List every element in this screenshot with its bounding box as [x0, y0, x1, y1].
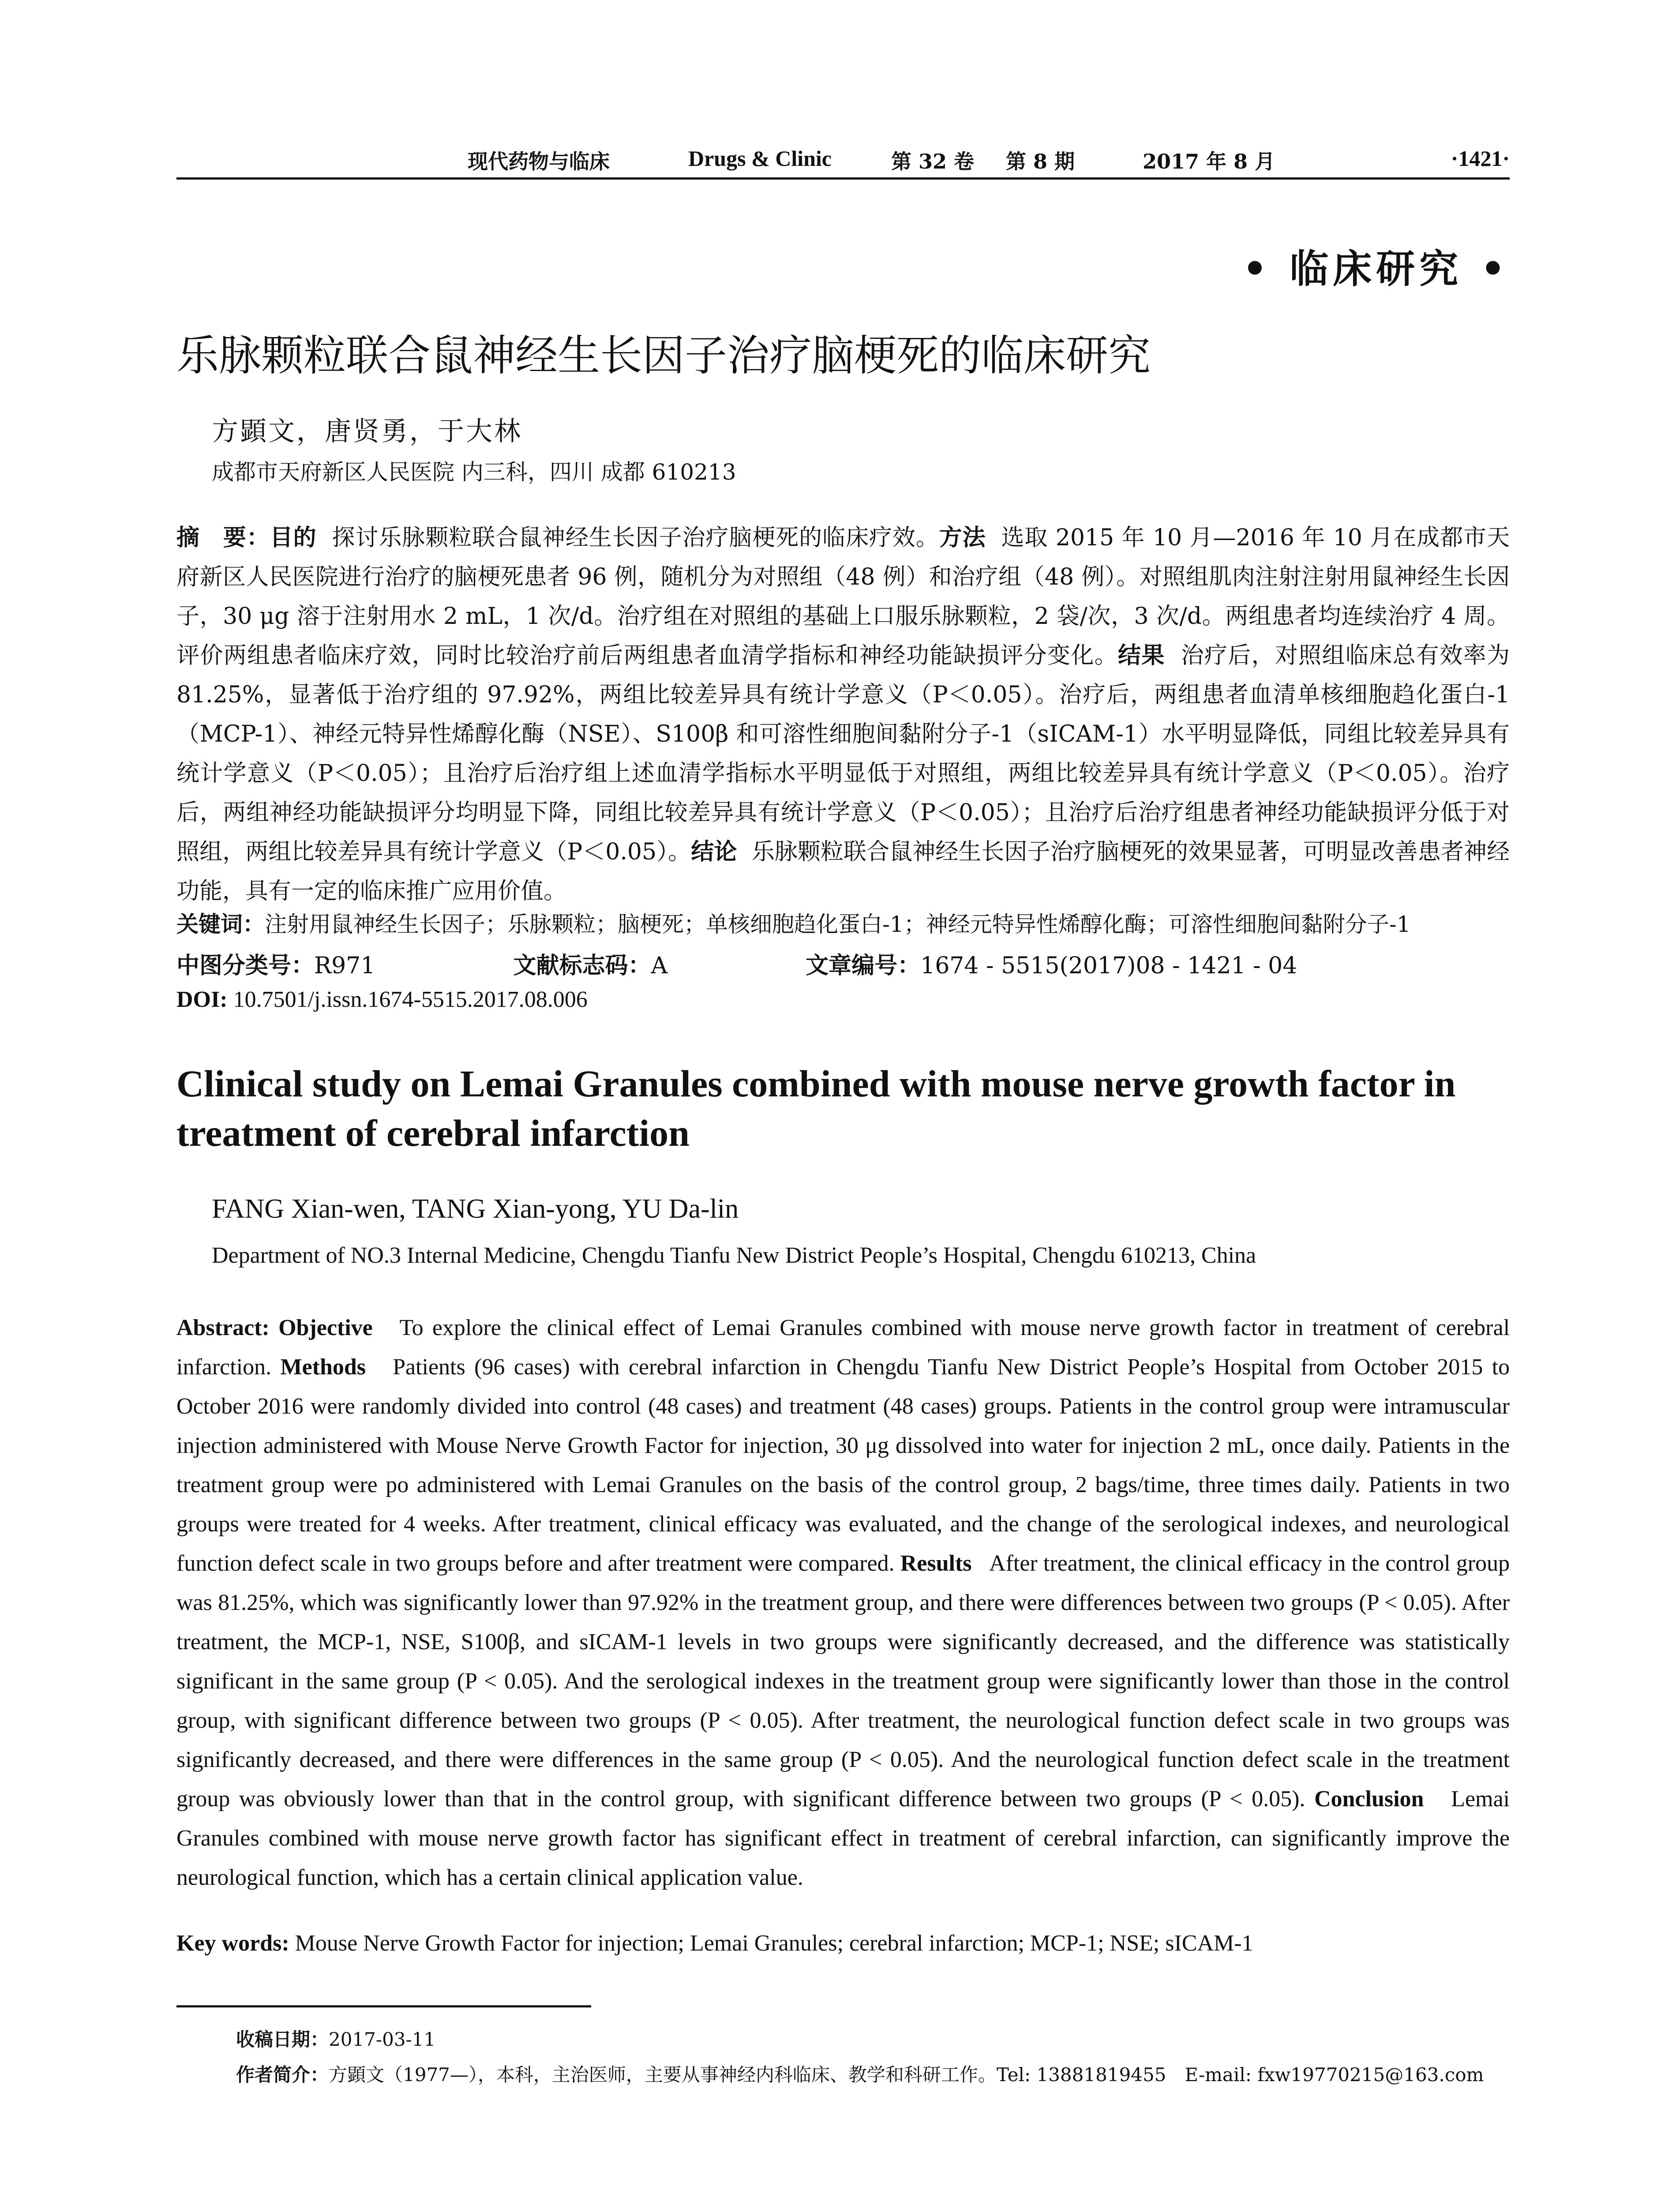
doi-label: DOI: — [176, 987, 228, 1012]
author-bio-label: 作者简介： — [236, 2064, 329, 2086]
affiliation-en: Department of NO.3 Internal Medicine, Chengdu Tianfu New District People’s Hospital, Chengdu 610213, China — [212, 1243, 1256, 1268]
column-label: • 临床研究 • — [1242, 246, 1510, 292]
objective-en: To explore the clinical effect of Lemai Granules combined with mouse nerve growth factor in treatment of cerebral infarction. — [176, 1315, 1510, 1380]
page-number: ·1421· — [1451, 146, 1510, 171]
authors-cn: 方顕文，唐贤勇，于大林 — [212, 416, 522, 447]
journal-name-cn: 现代药物与临床 — [468, 150, 610, 173]
issue: 第 8 期 — [1006, 150, 1075, 173]
running-head — [176, 142, 1510, 179]
conclusion-en: Lemai Granules combined with mouse nerve growth factor has significant effect in treatment of cerebral infarction, can significantly improve the neurological function, which has a certain clinical application value. — [176, 1786, 1510, 1890]
issue-date: 2017 年 8 月 — [1143, 150, 1275, 173]
clc-value: R971 — [314, 953, 375, 979]
keywords-cn — [176, 907, 1410, 938]
received-date: 2017-03-11 — [329, 2029, 436, 2050]
keywords-en-text: Mouse Nerve Growth Factor for injection; Lemai Granules; cerebral infarction; MCP-1; NSE; sICAM-1 — [295, 1931, 1253, 1956]
doc-code-value: A — [651, 953, 668, 979]
doi-line — [176, 987, 588, 1013]
conclusion-cn: 乐脉颗粒联合鼠神经生长因子治疗脑梗死的效果显著，可明显改善患者神经功能，具有一定的临床推广应用价值。 — [176, 839, 1510, 904]
header-rule — [176, 177, 1510, 180]
authors-en: FANG Xian-wen, TANG Xian-yong, YU Da-lin — [212, 1194, 739, 1224]
keywords-cn-text: 注射用鼠神经生长因子；乐脉颗粒；脑梗死；单核细胞趋化蛋白-1；神经元特异性烯醇化酶；可溶性细胞间黏附分子-1 — [265, 912, 1411, 937]
results-cn: 治疗后，对照组临床总有效率为 81.25%，显著低于治疗组的 97.92%，两组比较差异具有统计学意义（P＜0.05）。治疗后，两组患者血清单核细胞趋化蛋白-1（MCP-1）、神经元特异性烯醇化酶（NSE）、S100β 和可溶性细胞间黏附分子-1（sICAM-1）水平明显降低，同组比较差异具有统计学意义（P＜0.05）；且治疗后治疗组上述血清学指标水平明显低于对照组，两组比较差异具有统计学意义（P＜0.05）。治疗后，两组神经功能缺损评分均明显下降，同组比较差异具有统计学意义（P＜0.05）；且治疗后治疗组患者神经功能缺损评分低于对照组，两组比较差异具有统计学意义（P＜0.05）。 — [176, 642, 1510, 865]
objective-cn-label: 目的 — [270, 525, 317, 551]
doi-value: 10.7501/j.issn.1674-5515.2017.08.006 — [233, 987, 588, 1012]
title-cn: 乐脉颗粒联合鼠神经生长因子治疗脑梗死的临床研究 — [176, 331, 1151, 380]
methods-en: Patients (96 cases) with cerebral infarction in Chengdu Tianfu New District People’s Hospital from October 2015 to October 2016 were randomly divided into control (48 cases) and treatment (48 cases) groups. Patients in the control group were intramuscular injection administered with Mouse Nerve Growth Factor for injection, 30 μg dissolved into water for injection 2 mL, once daily. Patients in the treatment group were po administered with Lemai Granules on the basis of the control group, 2 bags/time, three times daily. Patients in two groups were treated for 4 weeks. After treatment, clinical efficacy was evaluated, and the change of the serological indexes, and neurological function defect scale in two groups before and after treatment were compared. — [176, 1354, 1510, 1576]
abstract-en-label: Abstract: — [176, 1315, 270, 1340]
doc-code-label: 文献标志码： — [513, 953, 651, 979]
results-en-label: Results — [900, 1551, 972, 1576]
received-label: 收稿日期： — [236, 2029, 329, 2050]
objective-cn: 探讨乐脉颗粒联合鼠神经生长因子治疗脑梗死的临床疗效。 — [332, 525, 939, 551]
article-id-label: 文章编号： — [806, 953, 921, 979]
footnote-rule — [176, 2005, 591, 2007]
methods-cn: 选取 2015 年 10 月—2016 年 10 月在成都市天府新区人民医院进行治疗的脑梗死患者 96 例，随机分为对照组（48 例）和治疗组（48 例）。对照组肌肉注射注射用鼠神经生长因子，30 μg 溶于注射用水 2 mL，1 次/d。治疗组在对照组的基础上口服乐脉颗粒，2 袋/次，3 次/d。两组患者均连续治疗 4 周。评价两组患者临床疗效，同时比较治疗前后两组患者血清学指标和神经功能缺损评分变化。 — [176, 525, 1510, 669]
author-bio: 方顕文（1977—），本科，主治医师，主要从事神经内科临床、教学和科研工作。Tel: 13881819455 E-mail: fxw19770215@163.com — [329, 2064, 1484, 2086]
objective-en-label: Objective — [278, 1315, 373, 1340]
keywords-cn-label: 关键词： — [176, 912, 265, 937]
methods-en-label: Methods — [280, 1354, 366, 1380]
abstract-cn-label: 摘 要： — [176, 525, 270, 551]
affiliation-cn: 成都市天府新区人民医院 内三科，四川 成都 610213 — [212, 459, 736, 485]
article-id-value: 1674 - 5515(2017)08 - 1421 - 04 — [920, 953, 1298, 979]
title-en: Clinical study on Lemai Granules combined with mouse nerve growth factor in treatment of cerebral infarction — [176, 1062, 1456, 1154]
journal-name-en: Drugs & Clinic — [688, 146, 832, 171]
results-en: After treatment, the clinical efficacy in the control group was 81.25%, which was significantly lower than 97.92% in the treatment group, and there were differences between two groups (P < 0.05). After treatment, the MCP-1, NSE, S100β, and sICAM-1 levels in two groups were significantly decreased, and the difference was statistically significant in the same group (P < 0.05). And the serological indexes in the treatment group were significantly lower than those in the control group, with significant difference between two groups (P < 0.05). After treatment, the neurological function defect scale in two groups was significantly decreased, and there were differences in the same group (P < 0.05). And the neurological function defect scale in the treatment group was obviously lower than that in the control group, with significant difference between two groups (P < 0.05). — [176, 1551, 1510, 1812]
results-cn-label: 结果 — [1118, 642, 1165, 669]
abstract-cn — [176, 518, 1510, 911]
clc-label: 中图分类号： — [176, 953, 315, 979]
conclusion-cn-label: 结论 — [691, 839, 737, 865]
volume: 第 32 卷 — [891, 150, 975, 173]
footnote-received — [236, 2025, 435, 2052]
footnote-author — [236, 2060, 1484, 2087]
conclusion-en-label: Conclusion — [1314, 1786, 1424, 1812]
keywords-en-label: Key words: — [176, 1931, 289, 1956]
classification-line — [176, 947, 1297, 980]
keywords-en — [176, 1930, 1510, 1956]
methods-cn-label: 方法 — [939, 525, 986, 551]
abstract-en — [176, 1308, 1510, 1897]
